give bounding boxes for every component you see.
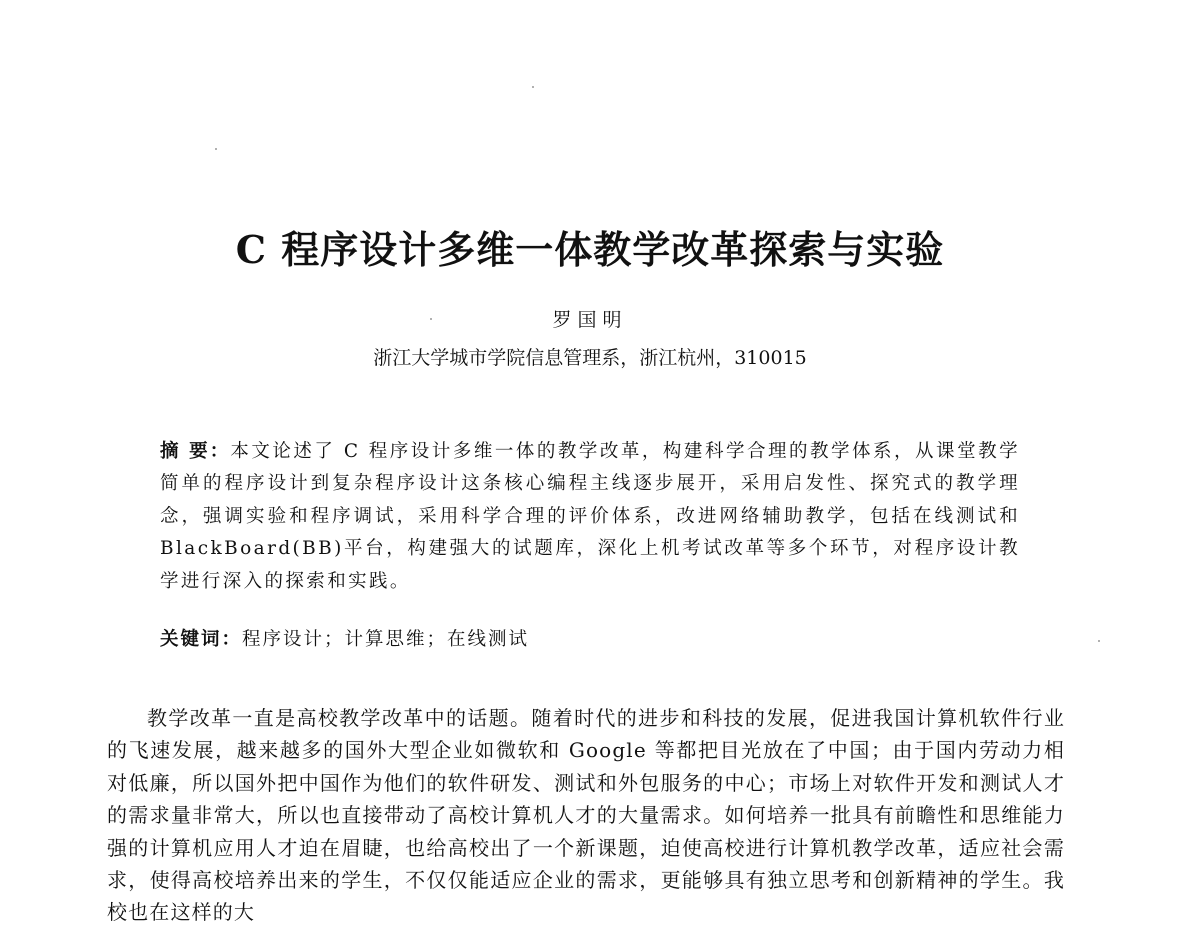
abstract-block — [160, 436, 1020, 598]
author-affiliation: 浙江大学城市学院信息管理系，浙江杭州，310015 — [373, 347, 807, 369]
body-text — [107, 702, 1065, 929]
abstract-text: 本文论述了 C 程序设计多维一体的教学改革，构建科学合理的教学体系，从课堂教学简单的程序设计到复杂程序设计这条核心编程主线逐步展开，采用启发性、探究式的教学理念，强调实验和程序调试，采用科学合理的评价体系，改进网络辅助教学，包括在线测试和 BlackBoard(BB)平台，构建强大的试题库，深化上机考试改革等多个环节，对程序设计教学进行深入的探索和实践。 — [160, 441, 1020, 592]
abstract-label: 摘 要： — [160, 441, 231, 462]
scan-speck — [1098, 640, 1100, 642]
paper-title: C 程序设计多维一体教学改革探索与实验 — [235, 227, 945, 272]
author-name: 罗国明 — [552, 309, 628, 331]
keywords-text: 程序设计；计算思维；在线测试 — [242, 629, 530, 650]
scan-speck — [215, 148, 217, 150]
keywords-label: 关键词： — [160, 629, 243, 650]
scan-speck — [532, 86, 534, 88]
abstract-paragraph — [160, 436, 1020, 598]
body-paragraph: 教学改革一直是高校教学改革中的话题。随着时代的进步和科技的发展，促进我国计算机软件行业的飞速发展，越来越多的国外大型企业如微软和 Google 等都把目光放在了中国；由于国内劳动力相对低廉，所以国外把中国作为他们的软件研发、测试和外包服务的中心；市场上对软件开发和测试人才的需求量非常大，所以也直接带动了高校计算机人才的大量需求。如何培养一批具有前瞻性和思维能力强的计算机应用人才迫在眉睫，也给高校出了一个新课题，迫使高校进行计算机教学改革，适应社会需求，使得高校培养出来的学生，不仅仅能适应企业的需求，更能够具有独立思考和创新精神的学生。我校也在这样的大 — [107, 706, 1065, 925]
keywords-line — [160, 625, 1020, 655]
